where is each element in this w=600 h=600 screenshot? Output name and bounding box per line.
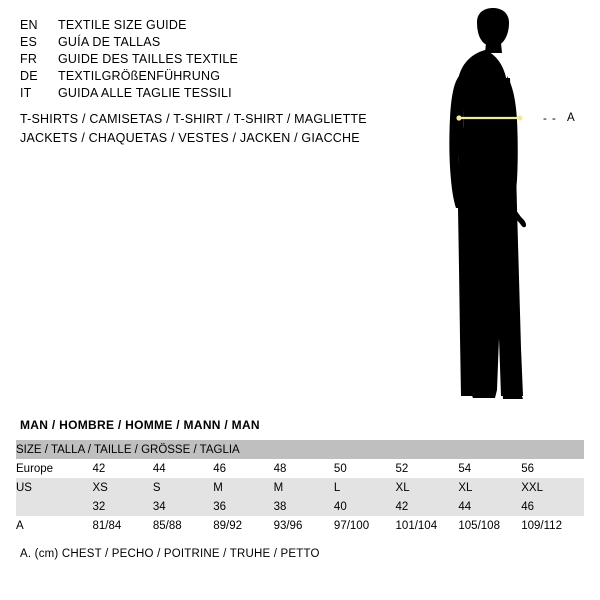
language-code: IT xyxy=(20,86,32,100)
footnote-chest-measure: A. (cm) CHEST / PECHO / POITRINE / TRUHE / PETTO xyxy=(20,548,320,560)
language-text: GUIDA ALLE TAGLIE TESSILI xyxy=(58,86,232,100)
row-label-us-numeric xyxy=(16,497,92,516)
language-code: DE xyxy=(20,69,38,83)
language-text: TEXTILE SIZE GUIDE xyxy=(58,18,187,32)
cell-a-8: 109/112 xyxy=(521,516,584,535)
cell-usnum-1: 32 xyxy=(92,497,152,516)
cell-a-7: 105/108 xyxy=(458,516,521,535)
cell-us-8: XXL xyxy=(521,478,584,497)
callout-label-a: A xyxy=(567,112,575,124)
row-label-us: US xyxy=(16,478,92,497)
cell-us-4: M xyxy=(274,478,334,497)
cell-usnum-3: 36 xyxy=(213,497,273,516)
language-row xyxy=(20,85,400,102)
cell-usnum-7: 44 xyxy=(458,497,521,516)
table-row xyxy=(16,478,584,497)
cell-europe-5: 50 xyxy=(334,459,396,478)
cell-europe-6: 52 xyxy=(396,459,459,478)
cell-usnum-2: 34 xyxy=(153,497,213,516)
cell-europe-7: 54 xyxy=(458,459,521,478)
cell-usnum-4: 38 xyxy=(274,497,334,516)
cell-us-6: XL xyxy=(396,478,459,497)
language-row xyxy=(20,34,400,51)
silhouette-icon xyxy=(415,8,590,403)
language-code: ES xyxy=(20,35,38,49)
language-text: TEXTILGRÖßENFÜHRUNG xyxy=(58,69,221,83)
cell-europe-1: 42 xyxy=(92,459,152,478)
category-line-jackets: JACKETS / CHAQUETAS / VESTES / JACKEN / GIACCHE xyxy=(20,131,360,145)
cell-europe-2: 44 xyxy=(153,459,213,478)
cell-us-2: S xyxy=(153,478,213,497)
table-row xyxy=(16,516,584,535)
cell-us-5: L xyxy=(334,478,396,497)
row-label-europe: Europe xyxy=(16,459,92,478)
cell-a-5: 97/100 xyxy=(334,516,396,535)
category-block xyxy=(20,110,420,148)
language-row xyxy=(20,68,400,85)
callout-dash-line: - - xyxy=(543,113,557,125)
language-row xyxy=(20,51,400,68)
table-row xyxy=(16,459,584,478)
table-title-man: MAN / HOMBRE / HOMME / MANN / MAN xyxy=(20,418,260,432)
cell-usnum-6: 42 xyxy=(396,497,459,516)
cell-europe-4: 48 xyxy=(274,459,334,478)
male-silhouette-figure xyxy=(415,8,590,403)
cell-europe-8: 56 xyxy=(521,459,584,478)
language-code: EN xyxy=(20,18,38,32)
row-label-a: A xyxy=(16,516,92,535)
cell-usnum-5: 40 xyxy=(334,497,396,516)
cell-a-3: 89/92 xyxy=(213,516,273,535)
cell-us-1: XS xyxy=(92,478,152,497)
cell-usnum-8: 46 xyxy=(521,497,584,516)
table-header-cell: SIZE / TALLA / TAILLE / GRÖSSE / TAGLIA xyxy=(16,440,584,459)
language-text: GUÍA DE TALLAS xyxy=(58,35,161,49)
table-header-row xyxy=(16,440,584,459)
cell-a-2: 85/88 xyxy=(153,516,213,535)
language-row xyxy=(20,17,400,34)
cell-us-7: XL xyxy=(458,478,521,497)
language-code: FR xyxy=(20,52,38,66)
cell-a-4: 93/96 xyxy=(274,516,334,535)
cell-a-6: 101/104 xyxy=(396,516,459,535)
language-text: GUIDE DES TAILLES TEXTILE xyxy=(58,52,239,66)
cell-europe-3: 46 xyxy=(213,459,273,478)
language-header-block xyxy=(20,17,400,102)
cell-us-3: M xyxy=(213,478,273,497)
cell-a-1: 81/84 xyxy=(92,516,152,535)
size-table xyxy=(16,440,584,535)
table-row xyxy=(16,497,584,516)
category-line-tshirts: T-SHIRTS / CAMISETAS / T-SHIRT / T-SHIRT / MAGLIETTE xyxy=(20,112,367,126)
